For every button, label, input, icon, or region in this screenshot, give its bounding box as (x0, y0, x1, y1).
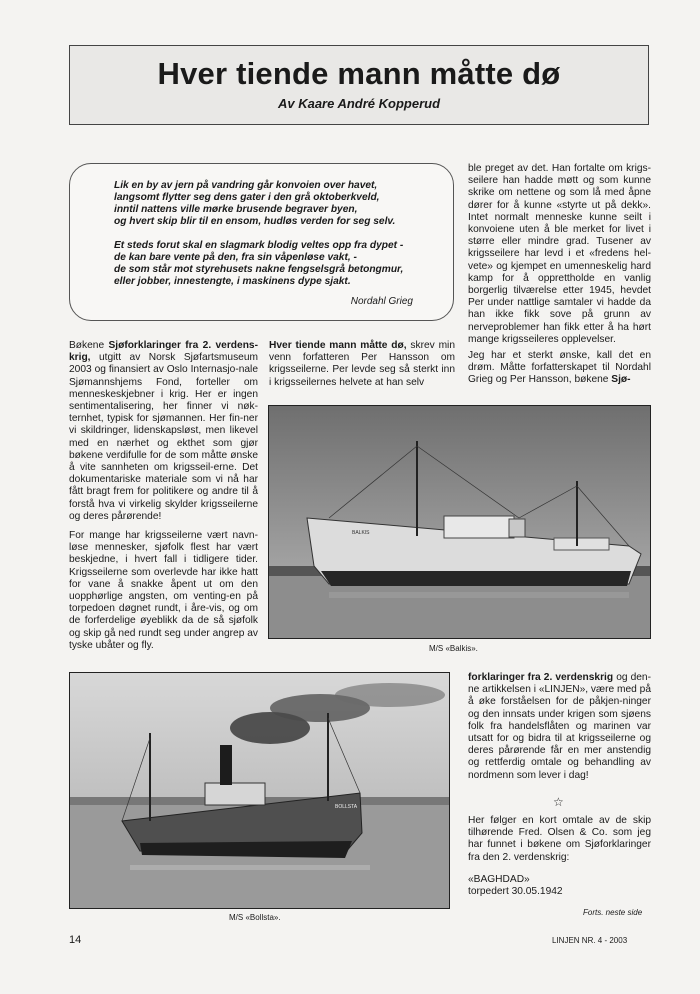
photo-ms-bollsta (69, 672, 450, 909)
ship-photo-balkis (269, 406, 651, 639)
bold-tail: Sjø- (611, 374, 631, 386)
hull-name: BALKIS (352, 530, 370, 536)
column-1-paragraph-1 (69, 340, 258, 523)
article-byline: Av Kaare André Kopperud (277, 96, 441, 111)
page-number: 14 (69, 934, 82, 946)
hull-name: BOLLSTA (335, 804, 358, 810)
poem-quote-box (69, 163, 454, 321)
issue-label: LINJEN NR. 4 - 2003 (552, 936, 628, 945)
photo-ms-balkis (268, 405, 651, 639)
column-2-paragraph (269, 340, 455, 389)
column-3-paragraph-4: Her følger en kort omtale av de skip tilhørende Fred. Olsen & Co. som jeg har funnet i bøkene om Sjøforklaringer fra den 2. verdenskrig: (468, 815, 651, 863)
poem-line: eller jobber, innestengte, i maskinens dype sjakt. (114, 276, 351, 287)
photo-caption-bollsta: M/S «Bollsta». (229, 913, 281, 922)
title-box (69, 45, 649, 125)
continued-note: Forts. neste side (583, 908, 643, 917)
poem-author: Nordahl Grieg (350, 296, 413, 307)
ship-photo-bollsta (70, 673, 450, 909)
bold-lead: Hver tiende mann måtte dø, (269, 340, 407, 351)
ship-name: «BAGHDAD» (468, 874, 530, 885)
poem-line: langsomt flytter seg dens gater i den grå oktoberkveld, (114, 192, 380, 203)
poem-line: inntil nattens ville mørke brusende begraver byen, (114, 204, 358, 215)
poem-line: Et steds forut skal en slagmark blodig veltes opp fra dypet - (114, 240, 404, 251)
text-span: skrev min venn forfatteren Per Hansson om krigsseilerne. Per levde seg så sterkt inn i krigsseilernes helvete at han selv (269, 340, 455, 388)
article-title: Hver tiende mann måtte dø (157, 56, 561, 91)
text-span: Jeg har et sterkt ønske, kall det en drøm. Måtte forfatterskapet til Nordahl Grieg og Per Hansson, bøkene (468, 350, 651, 386)
column-1-paragraph-2: For mange har krigsseilerne vært navn-løse mennesker, sjøfolk flest har vært beskjedne, i hvert fall i tidligere tider. Krigsseilerne som overlevde har ikke hatt for vane å snakke åpent ut om den uopphørlige angsten, om venting-en på torpedoen døgnet rundt, i åre-vis, og om de forferdelige øyeblikk da de så sjøfolk og skip gå ned rundt seg under angrep av tyske ubåter og fly. (69, 530, 258, 651)
poem-line: Lik en by av jern på vandring går konvoien over havet, (114, 180, 378, 191)
ship-fate: torpedert 30.05.1942 (468, 886, 563, 897)
column-3-paragraph-3 (468, 672, 651, 782)
book-title-bold: forklaringer fra 2. verdenskrig (468, 672, 614, 683)
text-span: utgitt av Norsk Sjøfartsmuseum 2003 og finansiert av Oslo Internasjo-nale Sjømannshjems Fond, forteller om menneskeskjebner i krig. Her er ingen sentimentalisering, her finner vi nøk-ternhet, typisk for sjømannen. Her fin-ner vi skildringer, lidenskapsløst, men likevel med en nærhet og ekthet som gjør bøkene verdifulle for de som måtte ønske å vite sannheten om krigsseil-erne. Det dokumentariske materiale som vi nå har fått bragt frem for politikere og andre til å forstå hva vi virkelig skylder krigsseilerne og deres pårørende! (69, 352, 258, 522)
book-title-bold: Sjøforklaringer fra 2. verdens-krig, (69, 340, 258, 364)
photo-caption-balkis: M/S «Balkis». (429, 644, 478, 653)
column-3-paragraph-2 (468, 350, 651, 387)
text-span: og den-ne artikkelsen i «LINJEN», være med på å øke forståelsen for de påkjen-ninger og den innsats under krigen som sjøens folk fra handelsflåten og marinen var utsatt for og bidra til at krigsseilerne og deres pårørende får en mer anstendig og rettferdig omtale og behandling av nordmenn som lever i dag! (468, 672, 651, 781)
poem-line: de kan bare vente på den, fra sin våpenløse vakt, - (114, 252, 357, 263)
text-span: Bøkene (69, 340, 109, 351)
star-divider-icon: ☆ (553, 795, 564, 809)
poem-line: og hvert skip blir til en ensom, hudløs verden for seg selv. (114, 216, 396, 227)
poem-line: de som står mot styrehusets nakne fengselsgrå betongmur, (114, 264, 404, 275)
column-3-paragraph-1: ble preget av det. Han fortalte om krigs-seilere han hadde møtt og som kunne skrike om nettene og som lå med åpne dører for å kunne «styrte ut på dekk». Intet normalt menneske kunne seilt i konvoiene uten å ble merket for livet i større eller mindre grad. Tusener av krigsseilere har levd i et «fredens hel-vete» og kjempet en umenneskelig hard kamp for å opprettholde en vanlig borgerlig tilværelse etter 1945, hevdet Per under nattlige samtaler vi hadde da han ikke fikk sove på grunn av nerveproblemer han fikk etter å ha hørt mange krigsseileres opplevelser. (468, 163, 651, 345)
